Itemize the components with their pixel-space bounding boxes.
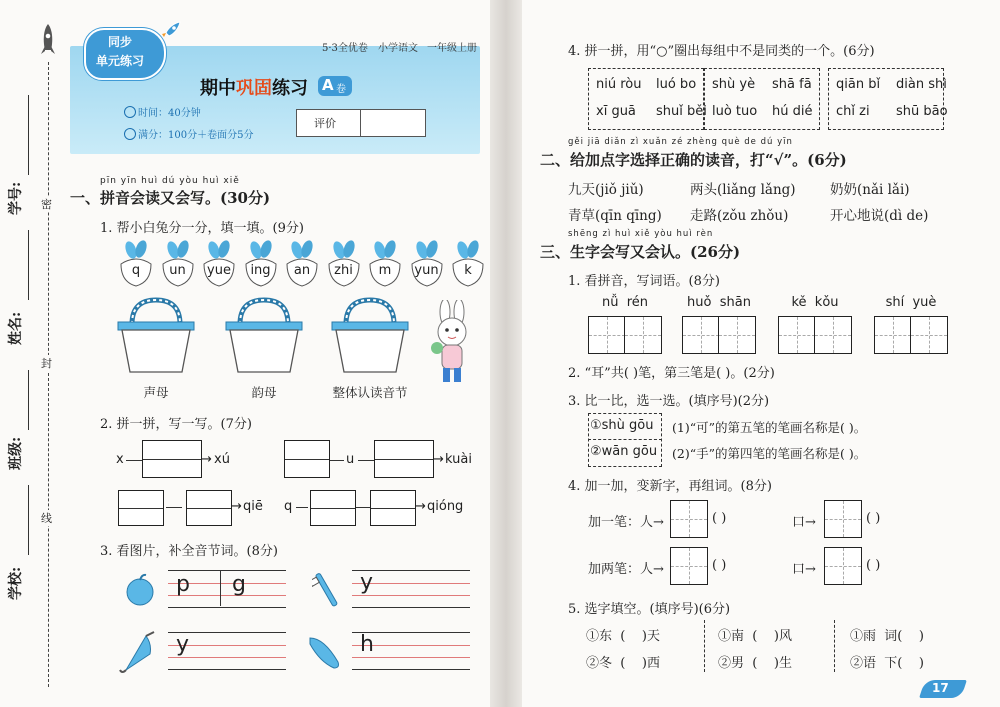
q2-arrow-4: → xyxy=(415,499,426,514)
q4-word[interactable]: diàn shì xyxy=(896,77,947,92)
umbrella-icon xyxy=(116,630,160,676)
grid-h xyxy=(815,335,851,336)
p1-title: 1. 看拼音，写词语。(8分) xyxy=(568,274,720,289)
p4-char-box-2[interactable] xyxy=(824,500,862,538)
radish-label: yue xyxy=(207,263,231,278)
p4-row1-label: 加一笔：人→ xyxy=(588,515,664,530)
volume-suffix: 卷 xyxy=(336,84,346,95)
q3-letter-y2: y xyxy=(176,632,190,657)
q4-word[interactable]: luò tuo xyxy=(712,104,758,119)
p1-word-pinyin: kě kǒu xyxy=(791,295,839,310)
radish-label: yun xyxy=(414,263,439,278)
p1-char-box[interactable] xyxy=(718,316,756,354)
q2-box-midline xyxy=(285,459,329,460)
badge-line1: 同步 xyxy=(108,35,133,49)
book-spine xyxy=(490,0,522,707)
p5-fill-item[interactable]: ②语 下( ) xyxy=(850,656,924,671)
q2-title: 2. 拼一拼，写一写。(7分) xyxy=(100,417,252,432)
q4-word[interactable]: shū bāo xyxy=(896,104,948,119)
q2-arrow-1: → xyxy=(201,452,212,467)
q2-answer-box-3[interactable] xyxy=(374,440,434,478)
class-label: 班级: xyxy=(8,436,24,470)
grid-h xyxy=(911,335,947,336)
p5-fill-item[interactable]: ②冬 ( )西 xyxy=(586,656,660,671)
q2-dash6 xyxy=(356,507,370,508)
q4-word[interactable]: shù yè xyxy=(712,77,756,92)
radish-label: k xyxy=(464,263,472,278)
toothbrush-icon xyxy=(312,570,340,610)
radish-card xyxy=(159,238,197,290)
p3-option-2: ②wān gōu xyxy=(590,444,658,459)
q2-dash1 xyxy=(126,460,142,461)
binding-dashed-line xyxy=(48,62,49,687)
basket-icon xyxy=(330,296,410,376)
sorting-basket[interactable] xyxy=(224,296,304,376)
grid-h xyxy=(825,566,861,567)
school-label: 学校: xyxy=(8,566,24,600)
volume-letter: A xyxy=(322,76,334,94)
radish-label: q xyxy=(131,263,141,278)
radish-card xyxy=(408,238,446,290)
radish-card xyxy=(117,238,155,290)
p4-mouth-2: 口→ xyxy=(792,562,816,577)
p2-stroke-count-blank[interactable] xyxy=(670,360,700,378)
p3-option-1: ①shù gōu xyxy=(590,418,654,433)
p5-fill-item[interactable]: ①雨 词( ) xyxy=(850,629,924,644)
p5-fill-item[interactable]: ①东 ( )天 xyxy=(586,629,660,644)
id-field[interactable] xyxy=(28,95,29,175)
radish-card xyxy=(449,238,487,290)
basket-label: 韵母 xyxy=(251,385,277,400)
evaluation-field[interactable] xyxy=(362,111,422,135)
q4-word[interactable]: xī guā xyxy=(596,104,636,119)
p1-char-box[interactable] xyxy=(624,316,662,354)
rabbit-illustration xyxy=(425,300,480,390)
cucumber-icon xyxy=(304,632,346,672)
radish-label: un xyxy=(169,263,186,278)
p1-word-pinyin: shí yuè xyxy=(885,295,937,310)
s3-pinyin: shēng zì huì xiě yòu huì rèn xyxy=(568,229,714,239)
p2-third-stroke-blank[interactable] xyxy=(767,360,817,378)
s2-reading-choice[interactable]: 九天(jiǒ jiǔ) xyxy=(568,182,644,198)
q2-medial-u: u xyxy=(346,452,355,467)
q3-letter-h: h xyxy=(360,632,374,657)
p4-char-box-1[interactable] xyxy=(670,500,708,538)
q2-result-qie: qiē xyxy=(243,499,263,514)
radish-label: zhi xyxy=(334,263,353,278)
name-label: 姓名: xyxy=(8,311,24,345)
q2-answer-box-1[interactable] xyxy=(142,440,202,478)
seal-char-2: 封 xyxy=(41,357,52,370)
exam-title xyxy=(200,74,308,100)
s2-reading-choice[interactable]: 开心地说(dì de) xyxy=(830,208,929,224)
q2-box-midline xyxy=(143,459,201,460)
q2-box-midline xyxy=(311,508,355,509)
grid-h xyxy=(719,335,755,336)
p1-char-box[interactable] xyxy=(778,316,816,354)
q2-result-kuai: kuài xyxy=(445,452,472,467)
p3-question-1: (1)“可”的第五笔的笔画名称是( )。 xyxy=(672,420,867,435)
q3-letter-p: p xyxy=(176,572,190,597)
badge-rocket-icon xyxy=(160,20,182,42)
s2-reading-choice[interactable]: 两头(liǎng lǎng) xyxy=(690,182,796,198)
p1-word-pinyin: nǚ rén xyxy=(601,295,649,310)
title-post: 练习 xyxy=(272,78,308,99)
time-limit: 时间：40分钟 xyxy=(138,108,201,119)
p4-word-blank-2[interactable]: ( ) xyxy=(866,511,881,526)
rocket-icon xyxy=(40,24,56,58)
check-icon xyxy=(124,128,136,140)
s2-title: 二、给加点字选择正确的读音，打“√”。(6分) xyxy=(540,151,847,169)
left-page xyxy=(0,0,492,707)
q3-title: 3. 看图片，补全音节词。(8分) xyxy=(100,544,278,559)
grid-h xyxy=(589,335,625,336)
id-label: 学号: xyxy=(8,181,24,215)
q2-answer-box-7[interactable] xyxy=(370,490,416,526)
q4-word[interactable]: shuǐ běi xyxy=(656,104,707,119)
q3-answer-slot-3[interactable] xyxy=(380,572,466,604)
q4-word[interactable]: chǐ zi xyxy=(836,104,870,119)
q2-arrow-3: → xyxy=(231,499,242,514)
p4-mouth-1: 口→ xyxy=(792,515,816,530)
s2-reading-choice[interactable]: 走路(zǒu zhǒu) xyxy=(690,208,789,224)
p1-char-box[interactable] xyxy=(874,316,912,354)
p3-title: 3. 比一比，选一选。(填序号)(2分) xyxy=(568,394,770,409)
p4-char-box-4[interactable] xyxy=(824,547,862,585)
p5-fill-item[interactable]: ①南 ( )风 xyxy=(718,629,792,644)
title-highlight: 巩固 xyxy=(236,78,272,99)
radish-card xyxy=(283,238,321,290)
q4-word[interactable]: shā fā xyxy=(772,77,812,92)
p4-row2-label: 加两笔：人→ xyxy=(588,562,664,577)
radish-label: an xyxy=(293,263,311,278)
school-field[interactable] xyxy=(28,485,29,555)
s2-reading-choice[interactable]: 奶奶(nǎi lǎi) xyxy=(830,182,910,198)
q4-word[interactable]: qiān bǐ xyxy=(836,77,881,92)
p5-divider-2 xyxy=(834,620,835,672)
p2-text: 2. “耳”共( )笔，第三笔是( )。(2分) xyxy=(568,366,775,381)
q4-word[interactable]: luó bo xyxy=(656,77,697,92)
p5-divider-1 xyxy=(704,620,705,672)
radish-card xyxy=(200,238,238,290)
clock-icon xyxy=(124,106,136,118)
q3-answer-slot-2[interactable] xyxy=(250,572,282,604)
q2-box-midline xyxy=(371,508,415,509)
q2-box-midline xyxy=(375,459,433,460)
p1-char-box[interactable] xyxy=(910,316,948,354)
seal-char-3: 线 xyxy=(41,512,52,525)
title-pre: 期中 xyxy=(200,78,236,99)
q3-letter-y1: y xyxy=(360,570,374,595)
q2-dash2 xyxy=(330,460,344,461)
q2-result-xu: xú xyxy=(214,452,230,467)
series-name: 5·3全优卷 xyxy=(322,43,368,54)
sorting-basket[interactable] xyxy=(330,296,410,376)
badge-line2: 单元练习 xyxy=(96,54,145,68)
q4-word[interactable]: niú ròu xyxy=(596,77,642,92)
q2-answer-box-2[interactable] xyxy=(284,440,330,478)
page-number: 17 xyxy=(932,681,949,695)
subject-name: 小学语文 xyxy=(378,43,418,54)
basket-icon xyxy=(224,296,304,376)
s2-pinyin: gěi jiā diǎn zì xuǎn zé zhèng què de dú yīn xyxy=(568,137,793,147)
grid-h xyxy=(671,519,707,520)
basket-icon xyxy=(116,296,196,376)
grade-name: 一年级上册 xyxy=(427,43,477,54)
sorting-basket[interactable] xyxy=(116,296,196,376)
basket-label: 整体认读音节 xyxy=(332,385,408,400)
grid-h xyxy=(779,335,815,336)
radish-label: m xyxy=(378,263,392,278)
radish-card xyxy=(325,238,363,290)
p4-word-blank-4[interactable]: ( ) xyxy=(866,558,881,573)
grid-h xyxy=(825,519,861,520)
grid-h xyxy=(625,335,661,336)
q3-answer-slot-5[interactable] xyxy=(380,634,466,666)
q3-letter-g: g xyxy=(232,572,246,597)
p5-title: 5. 选字填空。(填序号)(6分) xyxy=(568,602,731,617)
p5-fill-item[interactable]: ②男 ( )生 xyxy=(718,656,792,671)
q2-box-midline xyxy=(187,508,231,509)
q2-initial-x: x xyxy=(116,452,124,467)
q2-box-midline xyxy=(119,508,163,509)
s2-reading-choice[interactable]: 青草(qīn qīng) xyxy=(568,208,662,224)
q2-arrow-2: → xyxy=(433,452,444,467)
q2-answer-box-4[interactable] xyxy=(118,490,164,526)
q3-answer-slot-4[interactable] xyxy=(196,634,282,666)
p1-char-box[interactable] xyxy=(588,316,626,354)
q2-answer-box-6[interactable] xyxy=(310,490,356,526)
p3-options-divider xyxy=(588,439,662,440)
q3-line-divider xyxy=(220,570,221,606)
q2-answer-box-5[interactable] xyxy=(186,490,232,526)
s1-title: 一、拼音会读又会写。(30分) xyxy=(70,189,271,207)
grid-h xyxy=(671,566,707,567)
q2-result-qiong: qióng xyxy=(427,499,464,514)
p1-word-pinyin: huǒ shān xyxy=(687,295,751,310)
q4-word[interactable]: hú dié xyxy=(772,104,813,119)
name-field[interactable] xyxy=(28,230,29,300)
p4-word-blank-1[interactable]: ( ) xyxy=(712,511,727,526)
radish-label: ing xyxy=(250,263,271,278)
q2-initial-q: q xyxy=(284,499,293,514)
radish-card xyxy=(366,238,404,290)
p4-char-box-3[interactable] xyxy=(670,547,708,585)
p1-char-box[interactable] xyxy=(682,316,720,354)
radish-card xyxy=(242,238,280,290)
p4-title: 4. 加一加，变新字，再组词。(8分) xyxy=(568,479,772,494)
basket-label: 声母 xyxy=(143,385,169,400)
q2-dash3 xyxy=(358,460,374,461)
seal-char-1: 密 xyxy=(41,198,52,211)
q1-title: 1. 帮小白兔分一分，填一填。(9分) xyxy=(100,221,304,236)
evaluation-divider xyxy=(360,109,361,137)
grid-h xyxy=(875,335,911,336)
p4-word-blank-3[interactable]: ( ) xyxy=(712,558,727,573)
evaluation-label: 评价 xyxy=(314,117,336,130)
q3-answer-slot-1[interactable] xyxy=(194,572,218,604)
p1-char-box[interactable] xyxy=(814,316,852,354)
p3-question-2: (2)“手”的第四笔的笔画名称是( )。 xyxy=(672,446,867,461)
apple-icon xyxy=(124,572,156,606)
full-score: 满分：100分＋卷面分5分 xyxy=(138,130,254,141)
s1-pinyin: pīn yīn huì dú yòu huì xiě xyxy=(100,176,240,186)
q4-title: 4. 拼一拼，用“○”圈出每组中不是同类的一个。(6分) xyxy=(568,44,875,59)
s3-title: 三、生字会写又会认。(26分) xyxy=(540,243,741,261)
q2-dash4 xyxy=(166,507,182,508)
class-field[interactable] xyxy=(28,370,29,430)
right-page xyxy=(522,0,1000,707)
q2-dash5 xyxy=(296,507,308,508)
grid-h xyxy=(683,335,719,336)
